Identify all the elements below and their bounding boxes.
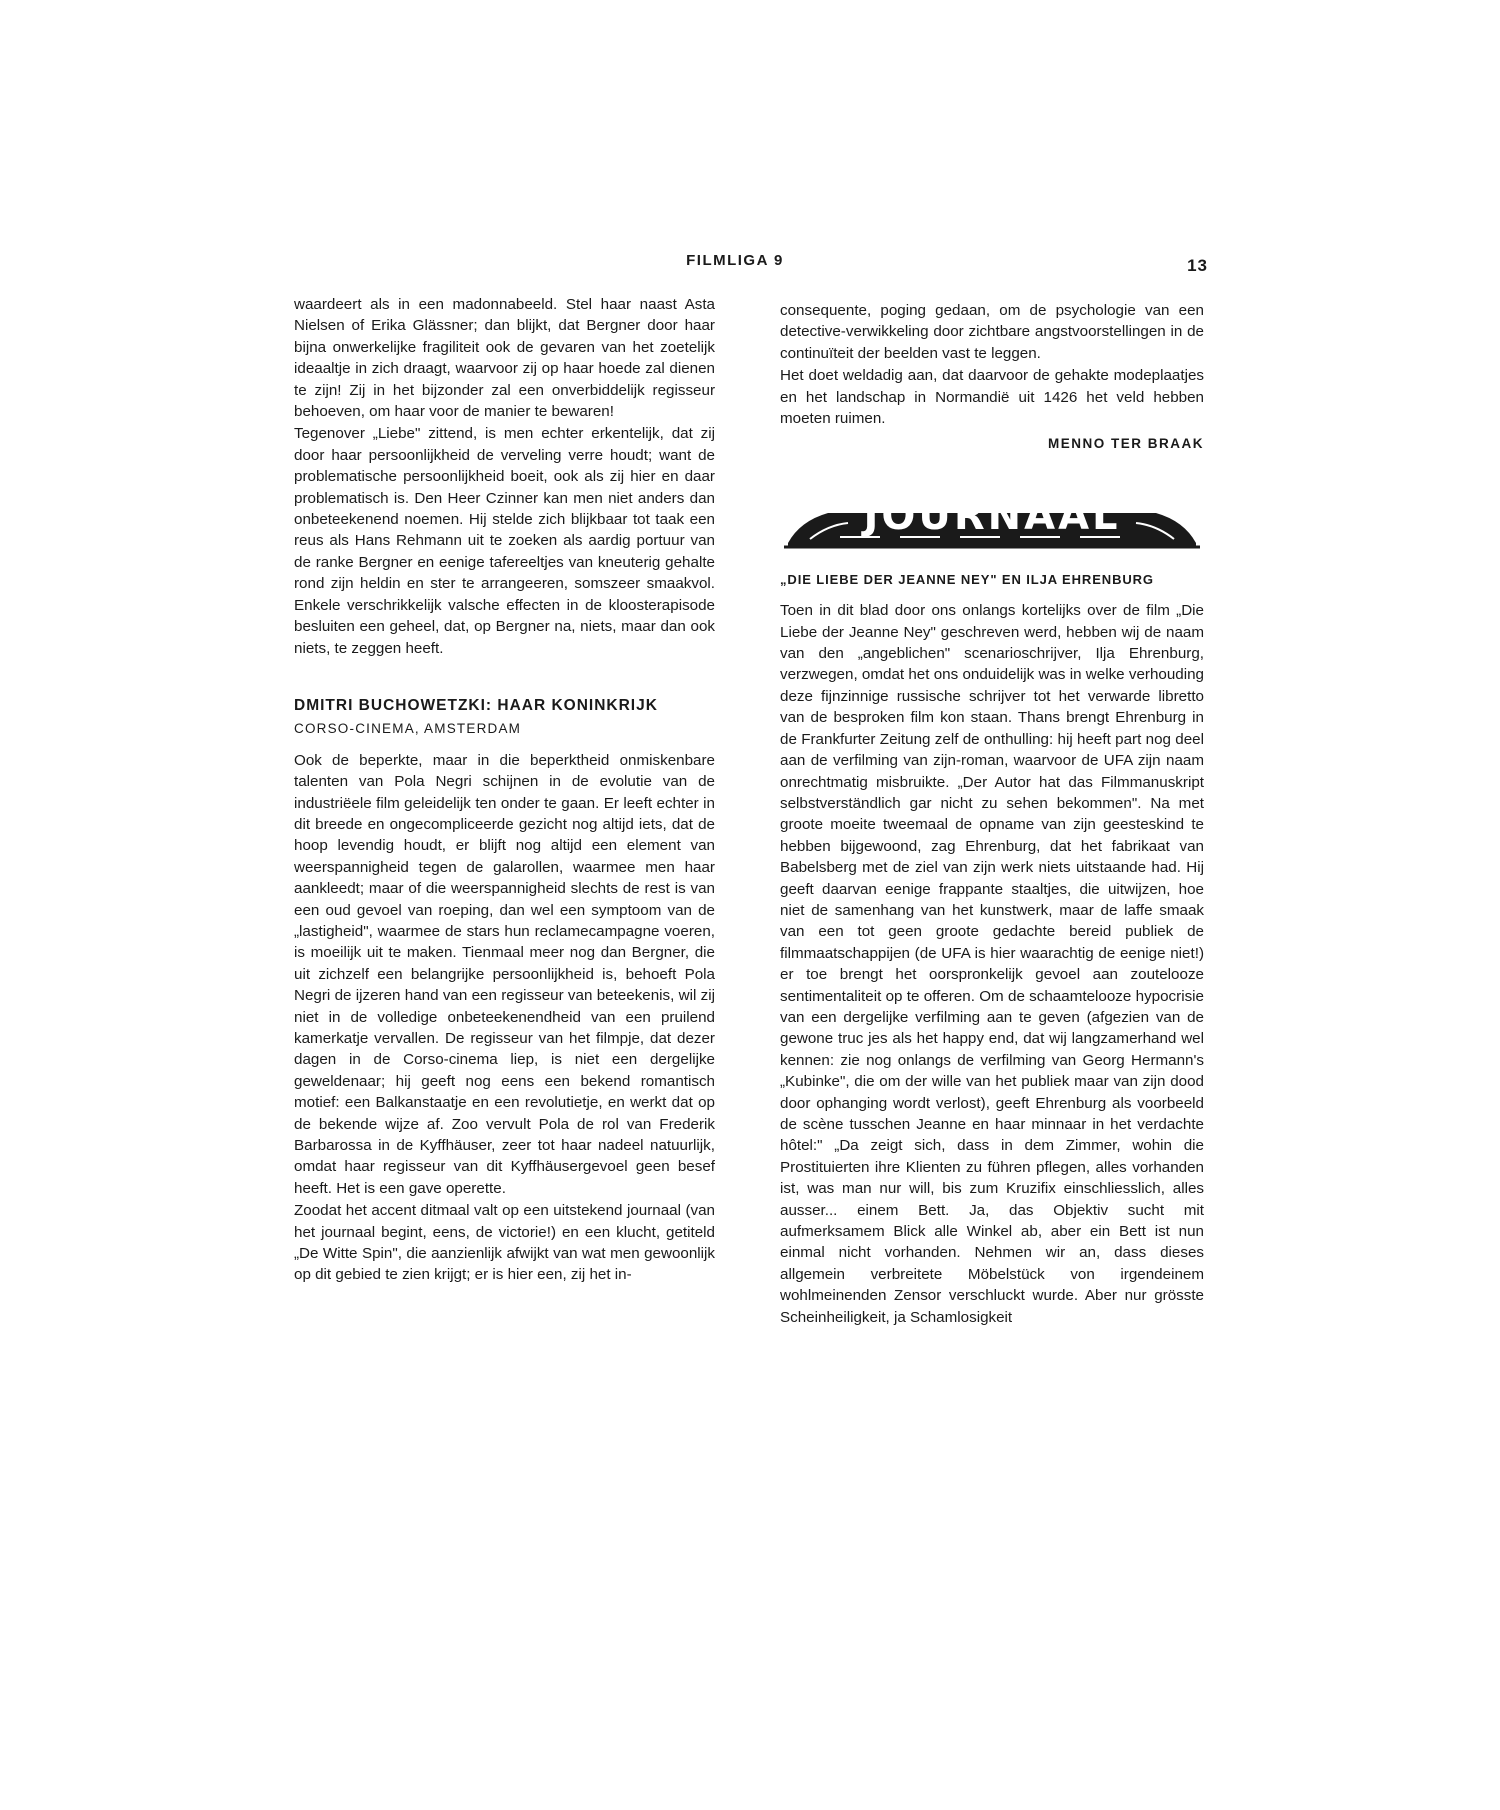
journaal-logo — [780, 473, 1204, 555]
page-number: 13 — [1187, 256, 1208, 275]
section-heading: DMITRI BUCHOWETZKI: HAAR KONINKRIJK — [294, 696, 658, 714]
paragraph: consequente, poging gedaan, om de psychologie van een detective-verwikkeling door zichtbare angstvoorstellingen in de continuïteit der beelden vast te leggen. — [780, 302, 1204, 362]
paragraph: Ook de beperkte, maar in die beperktheid onmiskenbare talenten van Pola Negri schijnen in de evolutie van de industriëele film geleidelijk ten onder te gaan. Er leeft echter in dit breede en ongecompliceerde gezicht nog altijd iets, dat de hoop levendig houdt, er blijft nog altijd een element van weerspannigheid tegen de galarollen, waarmee men haar aankleedt; maar of die weerspannigheid slechts de rest is van een oud gevoel van roeping, dan wel een symptoom van de „lastigheid", waarmee de stars hun reclamecampagne voeren, is moeilijk uit te maken. Tienmaal meer nog dan Bergner, die uit zichzelf een belangrijke persoonlijkheid is, behoeft Pola Negri de ijzeren hand van een regisseur van beteekenis, wil zij niet in de volledige onbeteekenendheid van een pruilend kamerkatje vervallen. De regisseur van het filmpje, dat dezer dagen in de Corso-cinema liep, is niet een dergelijke geweldenaar; hij geeft nog eens een bekend romantisch motief: een Balkanstaatje en een revolutietje, en werkt dat op de bekende wijze af. Zoo vervult Pola de rol van Frederik Barbarossa in de Kyffhäuser, zeer tot haar nadeel natuurlijk, omdat haar regisseur van dit Kyffhäusergevoel geen besef heeft. Het is een gave operette. — [294, 751, 715, 1197]
author-signature: MENNO TER BRAAK — [1048, 436, 1204, 452]
right-column — [780, 300, 1204, 1328]
paragraph: Toen in dit blad door ons onlangs kortelijks over de film „Die Liebe der Jeanne Ney" geschreven werd, hebben wij de naam van den „angeblichen" scenarioschrijver, Ilja Ehrenburg, verzwegen, omdat het ons onduidelijk was in welke verhouding deze fijnzinnige russische schrijver tot het verwarde libretto van de besproken film kon staan. Thans brengt Ehrenburg in de Frankfurter Zeitung zelf de onthulling: hij heeft part nog deel aan de verfilming van zijn-roman, waarvoor de UFA zijn naam onrechtmatig misbruikte. „Der Autor hat das Filmmanuskript selbstverständlich gar nicht zu sehen bekommen". Na met groote moeite tweemaal de opname van zijn geesteskind te hebben bijgewoond, zag Ehrenburg, dat het fabrikaat van Babelsberg met de ziel van zijn werk niets uitstaande had. Hij geeft daarvan eenige frappante staaltjes, die uitwijzen, hoe niet de samenhang van het kunstwerk, maar de laffe smaak van een tot geen groote gedachte bereid publiek de filmmaatschappijen (de UFA is hier waarachtig de eenige niet!) er toe brengt het oorspronkelijk gevoel aan zoutelooze sentimentaliteit op te offeren. Om de schaamtelooze hypocrisie van een dergelijke verfilming aan te geven (afgezien van de gewone truc jes als het happy end, dat wij langzamerhand wel kennen: zie nog onlangs de verfilming van Georg Hermann's „Kubinke", die om der wille van het publiek maar van zijn dood door ophanging wordt verlost), geeft Ehrenburg als voorbeeld de scène tusschen Jeanne en haar minnaar in het verdachte hôtel:" „Da zeigt sich, dass in dem Zimmer, wohin die Prostituierten ihre Klienten zu führen pflegen, alles vorhanden ist, was man nur will, bis zum Kruzifix einschliesslich, alles ausser... einem Bett. Ja, das Objektiv sucht mit aufmerksamem Blick alle Winkel ab, aber ein Bett ist nun einmal nicht vorhanden. Nehmen wir an, dass dieses allgemein verbreitete Möbelstück von irgendeinem wohlmeinenden Zensor verschluckt wurde. Aber nur grösste Scheinheiligkeit, ja Schamlosigkeit — [780, 602, 1204, 1326]
paragraph: Tegenover „Liebe" zittend, is men echter erkentelijk, dat zij door haar persoonlijkheid de verveling verre houdt; want de problematische persoonlijkheid boeit, ook als zij hier en daar problematisch is. Den Heer Czinner kan men niet anders dan onbeteekenend noemen. Hij stelde zich blijkbaar tot taak een reus als Hans Rehmann uit te zoeken als aardig portuur van de ranke Bergner en eenige tafereeltjes van kneuterig gehalte rond zijn heldin en ster te arrangeeren, somszeer smaakvol. Enkele verschrikkelijk valsche effecten in de kloosterapisode besluiten een geheel, dat, op Bergner na, niets, maar dan ook niets, te zeggen heeft. — [294, 425, 715, 657]
journaal-heading: „DIE LIEBE DER JEANNE NEY" EN ILJA EHRENBURG — [780, 571, 1154, 587]
logo-text: JOURNAAL — [863, 492, 1121, 539]
running-header: FILMLIGA 9 — [686, 252, 784, 269]
section-subheading: CORSO-CINEMA, AMSTERDAM — [294, 721, 522, 737]
left-column — [294, 294, 715, 1286]
paragraph: Het doet weldadig aan, dat daarvoor de gehakte modeplaatjes en het landschap in Normandië uit 1426 het veld hebben moeten ruimen. — [780, 367, 1204, 428]
paragraph: waardeert als in een madonnabeeld. Stel haar naast Asta Nielsen of Erika Glässner; dan blijkt, dat Bergner door haar bijna onwerkelijke fragiliteit ook de gevaren van het zoetelijk ideaaltje in zich draagt, waarvoor zij op haar hoede zal dienen te zijn! Zij in het bijzonder zal een onverbiddelijk regisseur behoeven, om haar voor de manier te bewaren! — [294, 296, 715, 421]
paragraph: Zoodat het accent ditmaal valt op een uitstekend journaal (van het journaal begint, eens, de victorie!) en een klucht, getiteld „De Witte Spin", die aanzienlijk afwijkt van wat men gewoonlijk op dit gebied te zien krijgt; er is hier een, zij het in- — [294, 1202, 715, 1284]
